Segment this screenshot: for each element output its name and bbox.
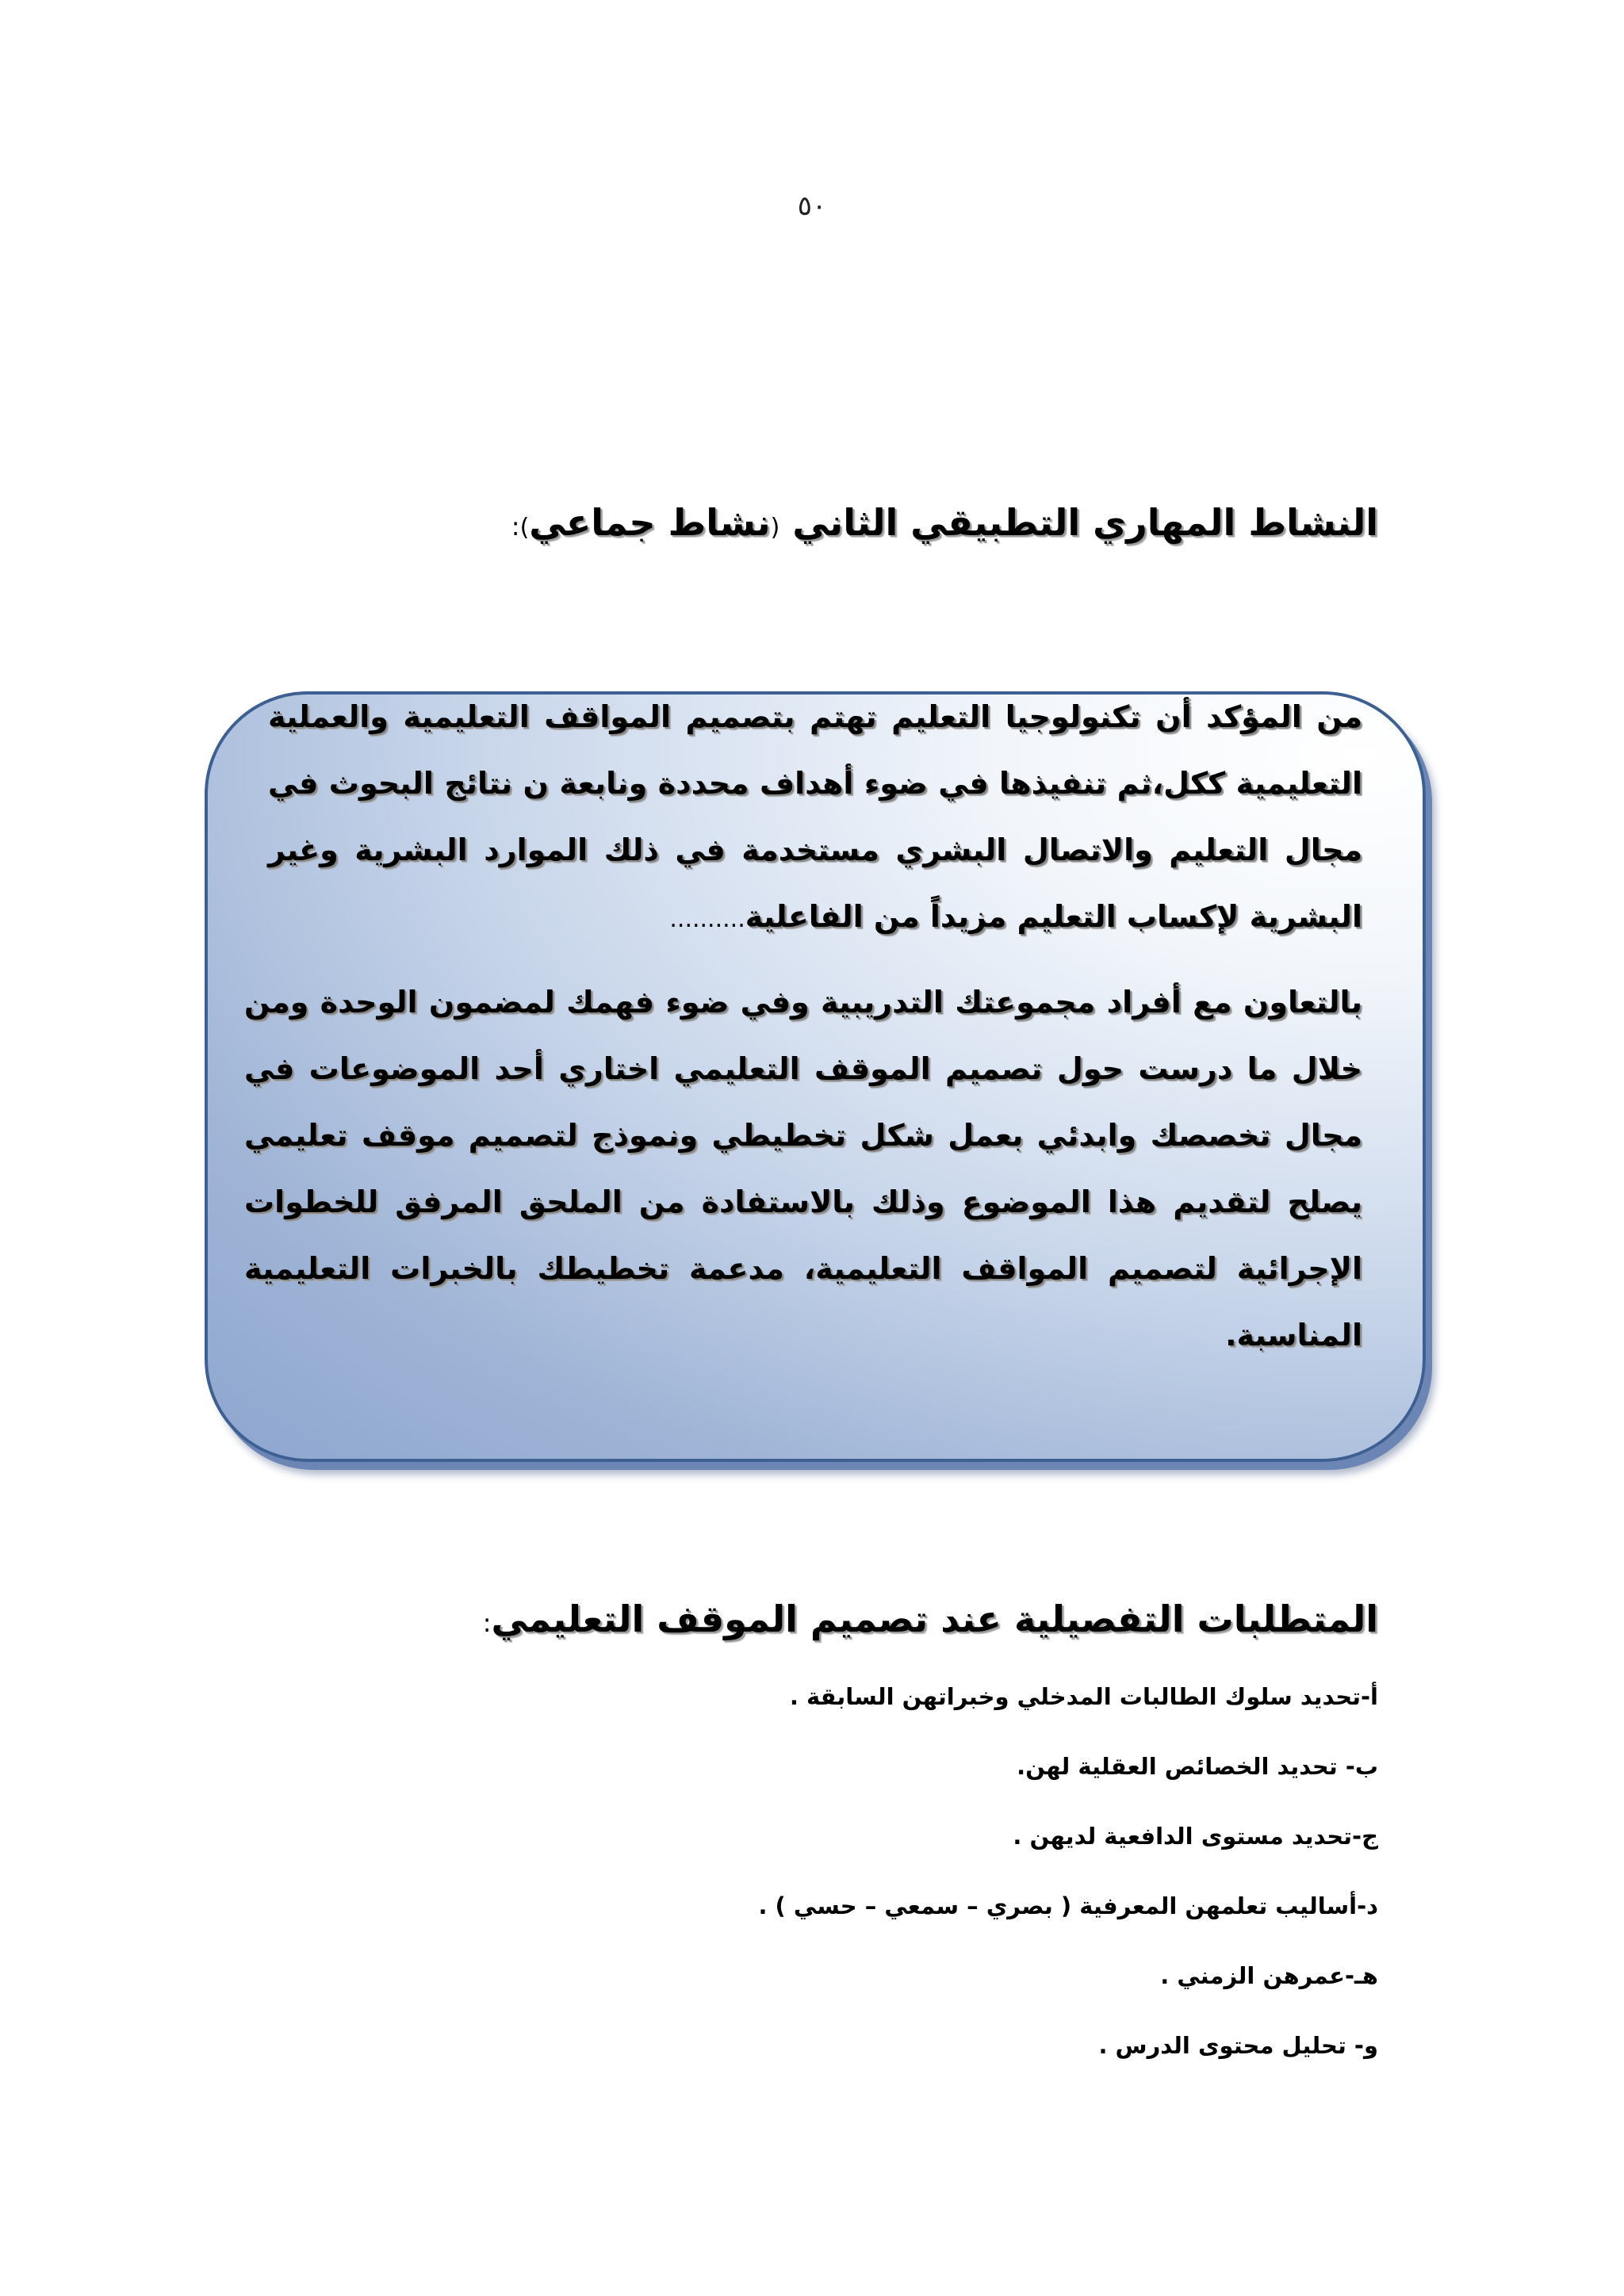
task-paragraph: بالتعاون مع أفراد مجموعتك التدريبية وفي ضوء فهمك لمضمون الوحدة ومن خلال ما درست حول تصميم الموقف التعليمي اختاري أحد الموضوعات في مجال تخصصك وابدئي بعمل شكل تخطيطي ونموذج لتصميم موقف تعليمي يصلح لتقديم هذا الموضوع وذلك بالاستفادة من الملحق المرفق للخطوات الإجرائية لتصميم المواقف التعليمية، مدعمة تخطيطك بالخبرات التعليمية المناسبة. <box>244 985 1362 1353</box>
intro-paragraph <box>268 683 1362 953</box>
activity-heading-main: النشاط المهاري التطبيقي الثاني <box>779 501 1378 544</box>
intro-text: من المؤكد أن تكنولوجيا التعليم تهتم بتصميم المواقف التعليمية والعملية التعليمية ككل،ثم تنفيذها في ضوء أهداف محددة ونابعة ن نتائج البحوث في مجال التعليم والاتصال البشري مستخدمة في ذلك الموارد البشرية وغير البشرية لإكساب التعليم مزيداً من الفاعلية <box>268 699 1362 934</box>
activity-heading-paren-text: نشاط جماعي <box>529 501 771 544</box>
requirements-heading-colon: : <box>482 1608 492 1638</box>
paren-open: ( <box>770 514 780 541</box>
activity-heading <box>511 501 1378 544</box>
heading-colon: : <box>511 511 520 541</box>
intro-dots: .......... <box>669 905 745 933</box>
paren-close: ) <box>519 514 530 541</box>
requirements-heading <box>483 1598 1378 1640</box>
requirement-item: ج-تحديد مستوى الدافعية لديهن . <box>1013 1823 1378 1850</box>
requirement-item: ب- تحديد الخصائص العقلية لهن. <box>1017 1753 1378 1780</box>
requirements-list <box>347 1681 1378 2099</box>
requirement-item: د-أساليب تعلمهن المعرفية ( بصري – سمعي – حسي ) . <box>758 1892 1378 1919</box>
requirements-heading-text: المتطلبات التفصيلية عند تصميم الموقف التعليمي <box>491 1598 1378 1640</box>
requirement-item: أ-تحديد سلوك الطالبات المدخلي وخبراتهن السابقة . <box>789 1683 1378 1710</box>
requirement-item: و- تحليل محتوى الدرس . <box>1098 2032 1378 2059</box>
page-number: ٥٠ <box>797 190 827 222</box>
requirement-item: هـ-عمرهن الزمني . <box>1160 1962 1378 1989</box>
